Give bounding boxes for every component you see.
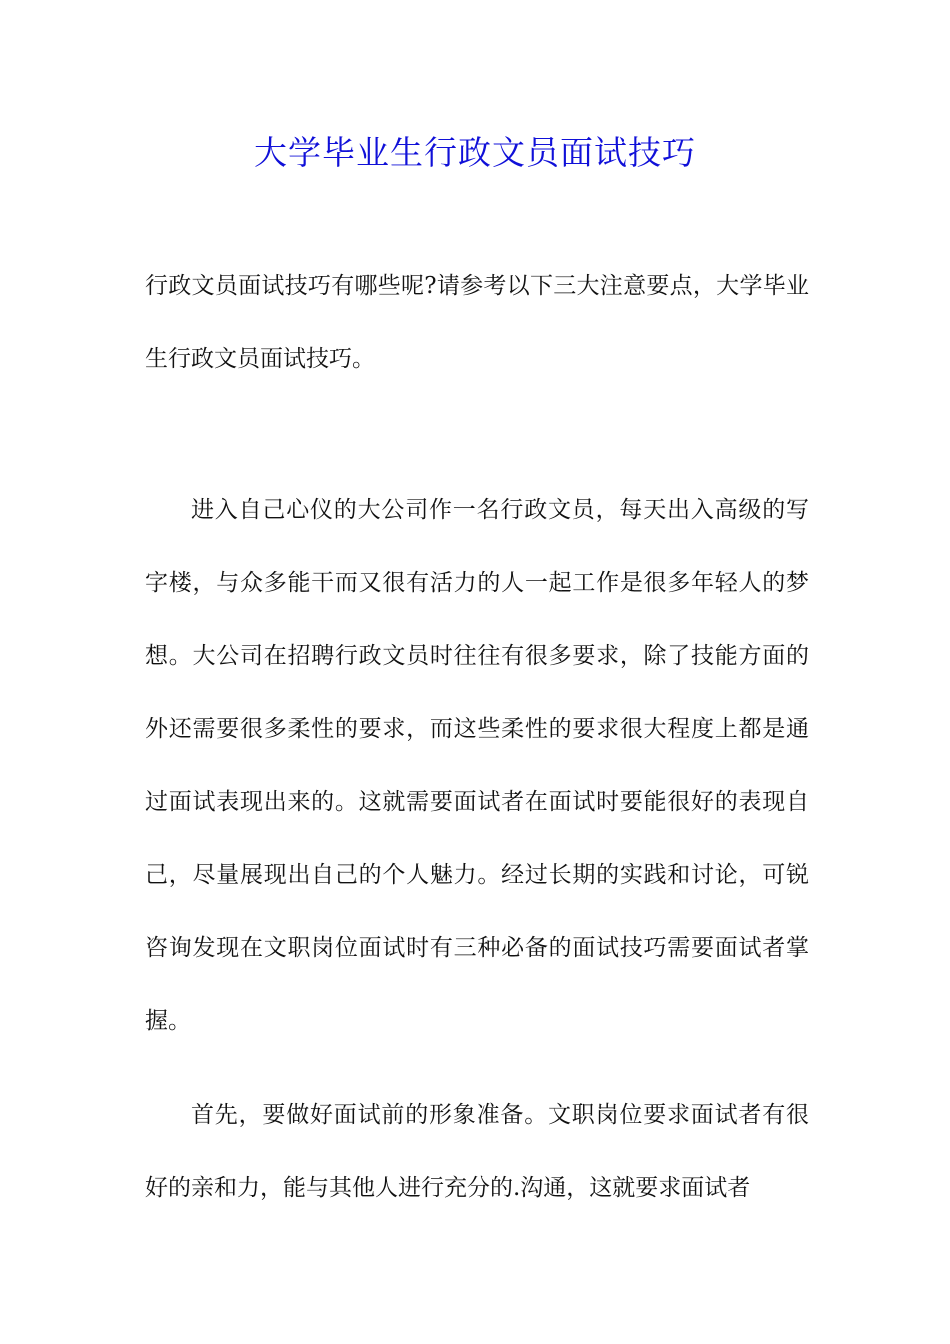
document-title: 大学毕业生行政文员面试技巧 [254,133,696,172]
intro-paragraph: 行政文员面试技巧有哪些呢?请参考以下三大注意要点，大学毕业生行政文员面试技巧。 [145,273,809,372]
body-paragraph-1: 进入自己心仪的大公司作一名行政文员，每天出入高级的写字楼，与众多能干而又很有活力的人一起工作是很多年轻人的梦想。大公司在招聘行政文员时往往有很多要求，除了技能方面的外还需要很多柔性的要求，而这些柔性的要求很大程度上都是通过面试表现出来的。这就需要面试者在面试时要能很好的表现自己，尽量展现出自己的个人魅力。经过长期的实践和讨论，可锐咨询发现在文职岗位面试时有三种必备的面试技巧需要面试者掌握。 [145,497,809,1034]
body-paragraph-2: 首先，要做好面试前的形象准备。文职岗位要求面试者有很好的亲和力，能与其他人进行充分的.沟通，这就要求面试者 [145,1102,809,1201]
